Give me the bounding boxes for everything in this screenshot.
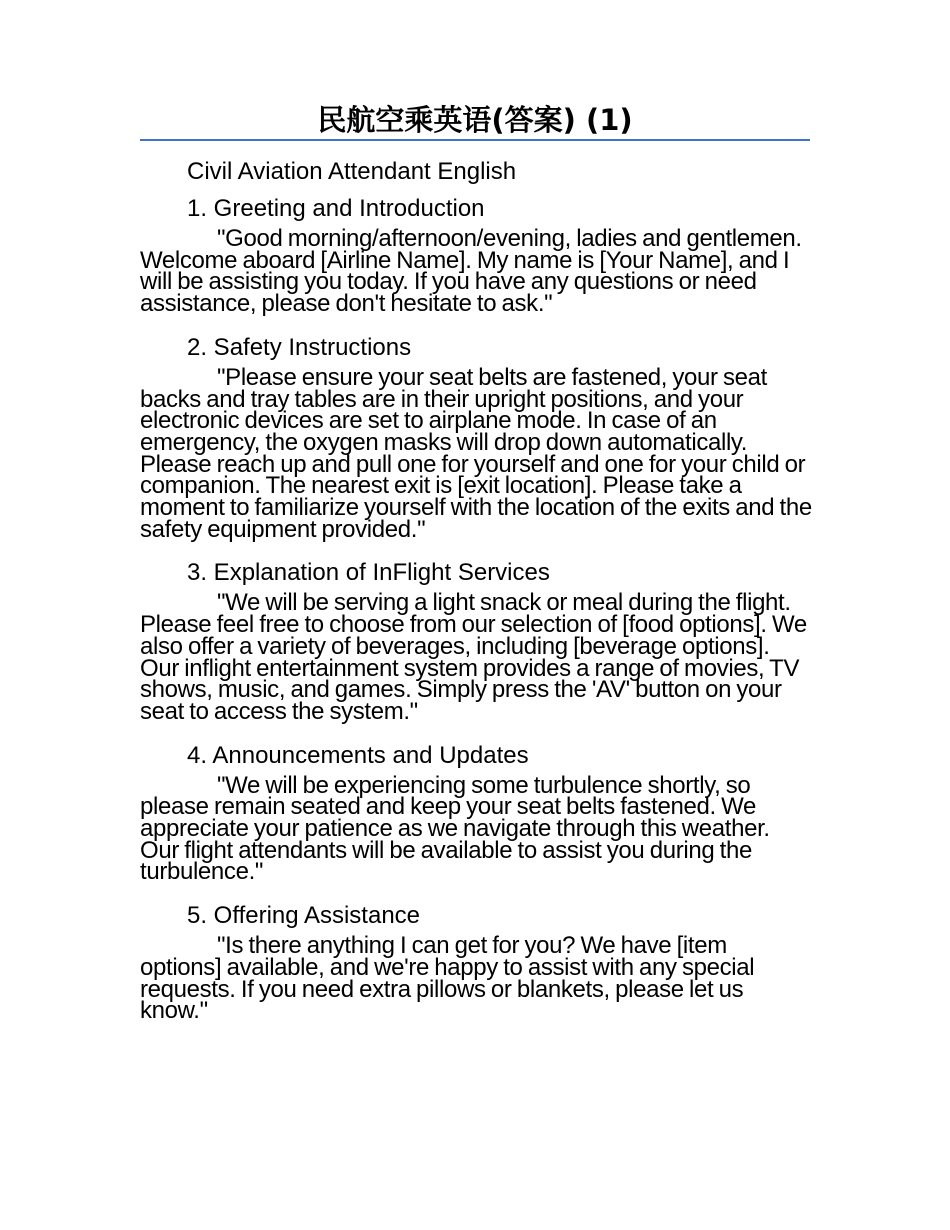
title-underline	[140, 139, 810, 141]
document-body	[140, 155, 812, 1038]
section-greeting	[140, 192, 812, 318]
section-heading: 5. Offering Assistance	[187, 902, 421, 930]
section-assistance	[140, 899, 812, 1025]
section-paragraph: "We will be serving a light snack or meal during the flight. Please feel free to choose from our selection of [food options]. We also offer a variety of beverages, including [beverage options]. Our inflight entertainment system provides a range of movies, TV shows, music, and games. Simply press the 'AV' button on your seat to access the system."	[140, 589, 807, 725]
section-announcements	[140, 739, 812, 884]
section-heading: 4. Announcements and Updates	[187, 741, 529, 769]
section-heading: 1. Greeting and Introduction	[187, 195, 485, 222]
section-paragraph: "Good morning/afternoon/evening, ladies and gentlemen. Welcome aboard [Airline Name]. My name is [Your Name], and I will be assisting you today. If you have any questions or need assistance, please don't hesitate to ask."	[140, 225, 802, 318]
section-paragraph: "Is there anything I can get for you? We have [item options] available, and we're happy to assist with any special requests. If you need extra pillows or blankets, please let us know."	[140, 932, 755, 1025]
document-subtitle: Civil Aviation Attendant English	[187, 158, 517, 185]
section-inflight-services	[140, 556, 812, 725]
section-paragraph: "Please ensure your seat belts are fastened, your seat backs and tray tables are in their upright positions, and your electronic devices are set to airplane mode. In case of an emergency, the oxygen masks will drop down automatically. Please reach up and pull one for yourself and one for your child or companion. The nearest exit is [exit location]. Please take a moment to familiarize yourself with the location of the exits and the safety equipment provided."	[140, 363, 812, 543]
section-paragraph: "We will be experiencing some turbulence shortly, so please remain seated and keep your seat belts fastened. We appreciate your patience as we navigate through this weather. Our flight attendants will be available to assist you during the turbulence."	[140, 771, 770, 886]
section-safety	[140, 331, 812, 541]
section-heading: 2. Safety Instructions	[187, 333, 412, 361]
section-heading: 3. Explanation of InFlight Services	[187, 559, 550, 587]
page-title: 民航空乘英语(答案) (1)	[317, 103, 633, 137]
